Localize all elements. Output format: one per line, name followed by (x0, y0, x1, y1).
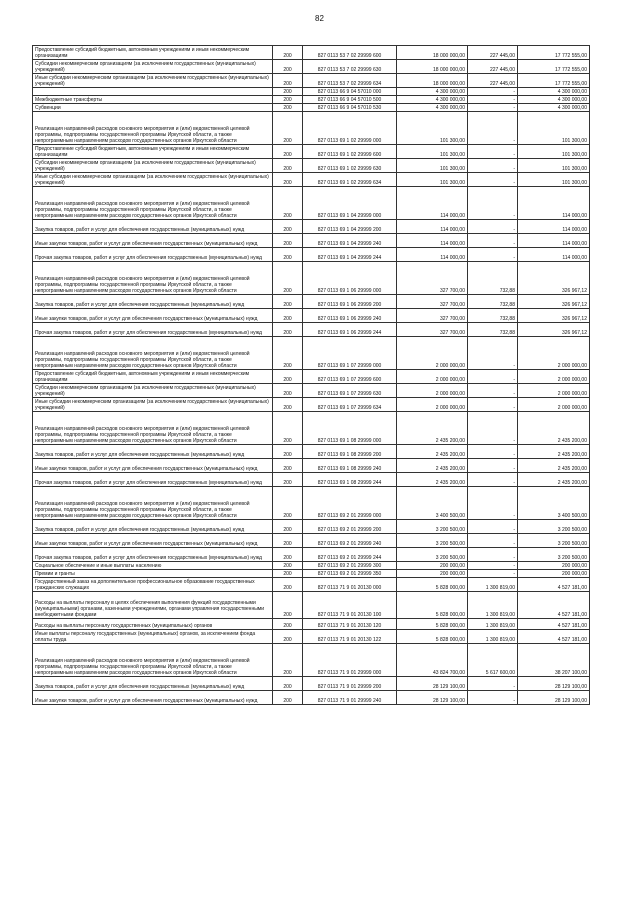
budget-classification-code-cell: 827 0113 53 7 02 29999 600 (303, 46, 397, 60)
line-code-cell: 200 (273, 592, 303, 619)
budget-classification-code-cell: 827 0113 69 2 01 29999 200 (303, 520, 397, 534)
line-code-cell: 200 (273, 248, 303, 262)
budget-classification-code-cell: 827 0113 69 2 01 29999 350 (303, 570, 397, 578)
line-code-cell: 200 (273, 487, 303, 520)
executed-amount-cell: - (468, 487, 518, 520)
table-row (33, 46, 590, 60)
table-row (33, 473, 590, 487)
budget-classification-code-cell: 827 0113 69 1 08 29999 200 (303, 445, 397, 459)
expense-name-cell: Прочая закупка товаров, работ и услуг для обеспечения государственных (муниципальных) нужд (33, 548, 273, 562)
approved-amount-cell: 114 000,00 (397, 187, 468, 220)
remaining-amount-cell: 2 435 200,00 (518, 445, 590, 459)
budget-classification-code-cell: 827 0113 71 9 01 29999 000 (303, 644, 397, 677)
line-code-cell: 200 (273, 159, 303, 173)
executed-amount-cell: - (468, 384, 518, 398)
table-row (33, 570, 590, 578)
line-code-cell: 200 (273, 548, 303, 562)
table-row (33, 520, 590, 534)
approved-amount-cell: 2 435 200,00 (397, 412, 468, 445)
table-body (33, 46, 590, 705)
executed-amount-cell: - (468, 691, 518, 705)
budget-classification-code-cell: 827 0113 69 1 08 29999 240 (303, 459, 397, 473)
remaining-amount-cell: 17 772 555,00 (518, 74, 590, 88)
remaining-amount-cell: 101 300,00 (518, 112, 590, 145)
approved-amount-cell: 5 828 000,00 (397, 619, 468, 630)
expense-name-cell: Закупка товаров, работ и услуг для обеспечения государственных (муниципальных) нужд (33, 445, 273, 459)
remaining-amount-cell: 114 000,00 (518, 187, 590, 220)
table-row (33, 445, 590, 459)
line-code-cell: 200 (273, 96, 303, 104)
expense-name-cell: Иные закупки товаров, работ и услуг для обеспечения государственных (муниципальных) нужд (33, 309, 273, 323)
executed-amount-cell: 5 617 600,00 (468, 644, 518, 677)
budget-classification-code-cell: 827 0113 71 9 01 20130 120 (303, 619, 397, 630)
line-code-cell: 200 (273, 46, 303, 60)
executed-amount-cell: 732,88 (468, 262, 518, 295)
approved-amount-cell: 3 200 500,00 (397, 534, 468, 548)
executed-amount-cell: - (468, 520, 518, 534)
expense-name-cell: Реализация направлений расходов основного мероприятия и (или) ведомственной целевой программы, подпрограммы государственной программы Иркутской области, а также непрограммным направлениям расходов государственных органов Иркутской области (33, 412, 273, 445)
remaining-amount-cell: 2 000 000,00 (518, 370, 590, 384)
budget-classification-code-cell: 827 0113 53 7 02 29999 630 (303, 60, 397, 74)
executed-amount-cell: 227 445,00 (468, 46, 518, 60)
approved-amount-cell: 114 000,00 (397, 234, 468, 248)
line-code-cell: 200 (273, 459, 303, 473)
line-code-cell: 200 (273, 534, 303, 548)
executed-amount-cell: - (468, 248, 518, 262)
approved-amount-cell: 18 000 000,00 (397, 60, 468, 74)
line-code-cell: 200 (273, 630, 303, 644)
budget-classification-code-cell: 827 0113 69 1 08 29999 244 (303, 473, 397, 487)
remaining-amount-cell: 326 967,12 (518, 295, 590, 309)
budget-classification-code-cell: 827 0113 69 1 07 29999 630 (303, 384, 397, 398)
executed-amount-cell: - (468, 473, 518, 487)
expense-name-cell: Иные закупки товаров, работ и услуг для обеспечения государственных (муниципальных) нужд (33, 534, 273, 548)
expense-name-cell: Иные закупки товаров, работ и услуг для обеспечения государственных (муниципальных) нужд (33, 691, 273, 705)
expense-name-cell: Субсидии некоммерческим организациям (за исключением государственных (муниципальных) учреждений) (33, 384, 273, 398)
table-row (33, 88, 590, 96)
remaining-amount-cell: 326 967,12 (518, 309, 590, 323)
table-row (33, 677, 590, 691)
table-row (33, 96, 590, 104)
remaining-amount-cell: 3 200 500,00 (518, 534, 590, 548)
expense-name-cell: Реализация направлений расходов основного мероприятия и (или) ведомственной целевой программы, подпрограммы государственной программы Иркутской области, а также непрограммным направлениям расходов государственных органов Иркутской области (33, 262, 273, 295)
approved-amount-cell: 101 300,00 (397, 112, 468, 145)
executed-amount-cell: 732,88 (468, 323, 518, 337)
line-code-cell: 200 (273, 74, 303, 88)
remaining-amount-cell: 2 000 000,00 (518, 337, 590, 370)
expense-name-cell: Иные закупки товаров, работ и услуг для обеспечения государственных (муниципальных) нужд (33, 234, 273, 248)
expense-name-cell: Закупка товаров, работ и услуг для обеспечения государственных (муниципальных) нужд (33, 520, 273, 534)
budget-classification-code-cell: 827 0113 69 1 06 29999 000 (303, 262, 397, 295)
remaining-amount-cell: 2 000 000,00 (518, 398, 590, 412)
expense-name-cell: Предоставление субсидий бюджетным, автономным учреждениям и иным некоммерческим организациям (33, 145, 273, 159)
budget-classification-code-cell: 827 0113 69 1 08 29999 000 (303, 412, 397, 445)
expense-name-cell: Иные выплаты персоналу государственных (муниципальных) органов, за исключением фонда оплаты труда (33, 630, 273, 644)
expense-name-cell (33, 88, 273, 96)
remaining-amount-cell: 3 200 500,00 (518, 520, 590, 534)
approved-amount-cell: 2 000 000,00 (397, 370, 468, 384)
expense-name-cell: Государственный заказ на дополнительное профессиональное образование государственных гражданских служащих (33, 578, 273, 592)
expense-name-cell: Реализация направлений расходов основного мероприятия и (или) ведомственной целевой программы, подпрограммы государственной программы Иркутской области, а также непрограммным направлениям расходов государственных органов Иркутской области (33, 112, 273, 145)
approved-amount-cell: 327 700,00 (397, 262, 468, 295)
line-code-cell: 200 (273, 173, 303, 187)
approved-amount-cell: 5 828 000,00 (397, 578, 468, 592)
budget-classification-code-cell: 827 0113 69 1 06 29999 200 (303, 295, 397, 309)
executed-amount-cell: 732,88 (468, 309, 518, 323)
table-row (33, 412, 590, 445)
line-code-cell: 200 (273, 112, 303, 145)
approved-amount-cell: 3 200 500,00 (397, 520, 468, 534)
approved-amount-cell: 43 824 700,00 (397, 644, 468, 677)
budget-classification-code-cell: 827 0113 69 1 04 29999 244 (303, 248, 397, 262)
remaining-amount-cell: 326 967,12 (518, 323, 590, 337)
expense-name-cell: Реализация направлений расходов основного мероприятия и (или) ведомственной целевой программы, подпрограммы государственной программы Иркутской области, а также непрограммным направлениям расходов государственных органов Иркутской области (33, 187, 273, 220)
table-row (33, 337, 590, 370)
line-code-cell: 200 (273, 619, 303, 630)
line-code-cell: 200 (273, 398, 303, 412)
executed-amount-cell: - (468, 459, 518, 473)
executed-amount-cell: - (468, 398, 518, 412)
executed-amount-cell: - (468, 337, 518, 370)
line-code-cell: 200 (273, 384, 303, 398)
table-row (33, 384, 590, 398)
budget-classification-code-cell: 827 0113 69 1 07 29999 600 (303, 370, 397, 384)
executed-amount-cell: - (468, 534, 518, 548)
remaining-amount-cell: 4 300 000,00 (518, 88, 590, 96)
budget-classification-code-cell: 827 0113 71 9 01 20130 000 (303, 578, 397, 592)
line-code-cell: 200 (273, 445, 303, 459)
table-row (33, 104, 590, 112)
remaining-amount-cell: 2 000 000,00 (518, 384, 590, 398)
expense-name-cell: Предоставление субсидий бюджетным, автономным учреждениям и иным некоммерческим организациям (33, 46, 273, 60)
expense-name-cell: Социальное обеспечение и иные выплаты населению (33, 562, 273, 570)
approved-amount-cell: 2 435 200,00 (397, 459, 468, 473)
table-row (33, 173, 590, 187)
remaining-amount-cell: 28 129 100,00 (518, 691, 590, 705)
remaining-amount-cell: 101 300,00 (518, 173, 590, 187)
remaining-amount-cell: 3 400 500,00 (518, 487, 590, 520)
table-row (33, 644, 590, 677)
budget-classification-code-cell: 827 0113 69 1 06 29999 244 (303, 323, 397, 337)
remaining-amount-cell: 4 527 181,00 (518, 630, 590, 644)
approved-amount-cell: 2 435 200,00 (397, 445, 468, 459)
approved-amount-cell: 4 300 000,00 (397, 88, 468, 96)
expense-name-cell: Реализация направлений расходов основного мероприятия и (или) ведомственной целевой программы, подпрограммы государственной программы Иркутской области, а также непрограммным направлениям расходов государственных органов Иркутской области (33, 644, 273, 677)
remaining-amount-cell: 3 200 500,00 (518, 548, 590, 562)
executed-amount-cell: - (468, 88, 518, 96)
executed-amount-cell: - (468, 445, 518, 459)
approved-amount-cell: 200 000,00 (397, 570, 468, 578)
table-row (33, 370, 590, 384)
remaining-amount-cell: 2 435 200,00 (518, 412, 590, 445)
approved-amount-cell: 18 000 000,00 (397, 46, 468, 60)
approved-amount-cell: 3 400 500,00 (397, 487, 468, 520)
executed-amount-cell: 1 300 819,00 (468, 619, 518, 630)
executed-amount-cell: - (468, 220, 518, 234)
line-code-cell: 200 (273, 337, 303, 370)
expense-name-cell: Межбюджетные трансферты (33, 96, 273, 104)
table-row (33, 60, 590, 74)
table-row (33, 112, 590, 145)
table-row (33, 534, 590, 548)
expense-name-cell: Иные субсидии некоммерческим организациям (за исключением государственных (муниципальных) учреждений) (33, 398, 273, 412)
table-row (33, 187, 590, 220)
line-code-cell: 200 (273, 145, 303, 159)
expense-name-cell: Предоставление субсидий бюджетным, автономным учреждениям и иным некоммерческим организациям (33, 370, 273, 384)
approved-amount-cell: 2 000 000,00 (397, 398, 468, 412)
remaining-amount-cell: 4 527 181,00 (518, 619, 590, 630)
line-code-cell: 200 (273, 562, 303, 570)
line-code-cell: 200 (273, 295, 303, 309)
remaining-amount-cell: 114 000,00 (518, 234, 590, 248)
approved-amount-cell: 101 300,00 (397, 173, 468, 187)
remaining-amount-cell: 38 207 100,00 (518, 644, 590, 677)
remaining-amount-cell: 28 129 100,00 (518, 677, 590, 691)
executed-amount-cell: - (468, 562, 518, 570)
table-row (33, 309, 590, 323)
executed-amount-cell: - (468, 570, 518, 578)
table-row (33, 234, 590, 248)
remaining-amount-cell: 17 772 555,00 (518, 46, 590, 60)
line-code-cell: 200 (273, 234, 303, 248)
expense-name-cell: Субсидии некоммерческим организациям (за исключением государственных (муниципальных) учреждений) (33, 60, 273, 74)
expense-name-cell: Реализация направлений расходов основного мероприятия и (или) ведомственной целевой программы, подпрограммы государственной программы Иркутской области, а также непрограммным направлениям расходов государственных органов Иркутской области (33, 337, 273, 370)
budget-classification-code-cell: 827 0113 71 9 01 20130 100 (303, 592, 397, 619)
budget-classification-code-cell: 827 0113 71 9 01 29999 240 (303, 691, 397, 705)
executed-amount-cell: - (468, 548, 518, 562)
approved-amount-cell: 28 129 100,00 (397, 677, 468, 691)
remaining-amount-cell: 4 527 181,00 (518, 578, 590, 592)
approved-amount-cell: 2 435 200,00 (397, 473, 468, 487)
executed-amount-cell: - (468, 96, 518, 104)
approved-amount-cell: 327 700,00 (397, 295, 468, 309)
table-row (33, 487, 590, 520)
table-row (33, 578, 590, 592)
expense-name-cell: Субсидии некоммерческим организациям (за исключением государственных (муниципальных) учреждений) (33, 159, 273, 173)
remaining-amount-cell: 2 435 200,00 (518, 473, 590, 487)
expense-name-cell: Субвенции (33, 104, 273, 112)
remaining-amount-cell: 4 527 181,00 (518, 592, 590, 619)
budget-classification-code-cell: 827 0113 69 2 01 29999 244 (303, 548, 397, 562)
line-code-cell: 200 (273, 220, 303, 234)
approved-amount-cell: 327 700,00 (397, 309, 468, 323)
line-code-cell: 200 (273, 644, 303, 677)
remaining-amount-cell: 200 000,00 (518, 570, 590, 578)
budget-classification-code-cell: 827 0113 53 7 02 29999 634 (303, 74, 397, 88)
table-row (33, 459, 590, 473)
remaining-amount-cell: 4 300 000,00 (518, 104, 590, 112)
line-code-cell: 200 (273, 104, 303, 112)
line-code-cell: 200 (273, 412, 303, 445)
budget-classification-code-cell: 827 0113 66 9 04 57010 500 (303, 96, 397, 104)
budget-classification-code-cell: 827 0113 69 1 02 29999 000 (303, 112, 397, 145)
executed-amount-cell: 227 445,00 (468, 60, 518, 74)
budget-classification-code-cell: 827 0113 69 1 02 29999 600 (303, 145, 397, 159)
approved-amount-cell: 5 828 000,00 (397, 592, 468, 619)
budget-classification-code-cell: 827 0113 69 1 04 29999 240 (303, 234, 397, 248)
expense-name-cell: Закупка товаров, работ и услуг для обеспечения государственных (муниципальных) нужд (33, 220, 273, 234)
executed-amount-cell: - (468, 412, 518, 445)
table-row (33, 220, 590, 234)
executed-amount-cell: - (468, 104, 518, 112)
remaining-amount-cell: 4 300 000,00 (518, 96, 590, 104)
approved-amount-cell: 101 300,00 (397, 159, 468, 173)
page-number: 82 (315, 14, 324, 23)
line-code-cell: 200 (273, 677, 303, 691)
table-row (33, 398, 590, 412)
budget-execution-table (32, 45, 590, 705)
table-row (33, 630, 590, 644)
expense-name-cell: Прочая закупка товаров, работ и услуг для обеспечения государственных (муниципальных) нужд (33, 323, 273, 337)
executed-amount-cell: 732,88 (468, 295, 518, 309)
executed-amount-cell: - (468, 173, 518, 187)
remaining-amount-cell: 326 967,12 (518, 262, 590, 295)
line-code-cell: 200 (273, 691, 303, 705)
budget-classification-code-cell: 827 0113 69 1 06 29999 240 (303, 309, 397, 323)
line-code-cell: 200 (273, 570, 303, 578)
remaining-amount-cell: 17 772 555,00 (518, 60, 590, 74)
expense-name-cell: Закупка товаров, работ и услуг для обеспечения государственных (муниципальных) нужд (33, 295, 273, 309)
executed-amount-cell: - (468, 677, 518, 691)
remaining-amount-cell: 114 000,00 (518, 248, 590, 262)
expense-name-cell: Премии и гранты (33, 570, 273, 578)
approved-amount-cell: 2 000 000,00 (397, 337, 468, 370)
line-code-cell: 200 (273, 578, 303, 592)
budget-classification-code-cell: 827 0113 69 1 04 29999 200 (303, 220, 397, 234)
executed-amount-cell: - (468, 370, 518, 384)
table-row (33, 562, 590, 570)
expense-name-cell: Иные субсидии некоммерческим организациям (за исключением государственных (муниципальных) учреждений) (33, 74, 273, 88)
table-row (33, 248, 590, 262)
budget-classification-code-cell: 827 0113 69 2 01 29999 300 (303, 562, 397, 570)
line-code-cell: 200 (273, 520, 303, 534)
executed-amount-cell: - (468, 187, 518, 220)
approved-amount-cell: 28 129 100,00 (397, 691, 468, 705)
executed-amount-cell: - (468, 159, 518, 173)
line-code-cell: 200 (273, 309, 303, 323)
approved-amount-cell: 101 300,00 (397, 145, 468, 159)
approved-amount-cell: 114 000,00 (397, 220, 468, 234)
executed-amount-cell: 1 300 819,00 (468, 630, 518, 644)
table-row (33, 619, 590, 630)
table-row (33, 159, 590, 173)
table-row (33, 323, 590, 337)
executed-amount-cell: 1 300 819,00 (468, 592, 518, 619)
budget-classification-code-cell: 827 0113 66 9 04 57010 530 (303, 104, 397, 112)
remaining-amount-cell: 2 435 200,00 (518, 459, 590, 473)
budget-classification-code-cell: 827 0113 71 9 01 20130 122 (303, 630, 397, 644)
approved-amount-cell: 2 000 000,00 (397, 384, 468, 398)
budget-classification-code-cell: 827 0113 69 1 02 29999 634 (303, 173, 397, 187)
line-code-cell: 200 (273, 323, 303, 337)
line-code-cell: 200 (273, 60, 303, 74)
line-code-cell: 200 (273, 262, 303, 295)
expense-name-cell: Расходы на выплаты персоналу государственных (муниципальных) органов (33, 619, 273, 630)
budget-classification-code-cell: 827 0113 69 1 04 29999 000 (303, 187, 397, 220)
budget-classification-code-cell: 827 0113 69 1 07 29999 634 (303, 398, 397, 412)
remaining-amount-cell: 101 300,00 (518, 159, 590, 173)
budget-classification-code-cell: 827 0113 69 2 01 29999 000 (303, 487, 397, 520)
approved-amount-cell: 4 300 000,00 (397, 104, 468, 112)
expense-name-cell: Закупка товаров, работ и услуг для обеспечения государственных (муниципальных) нужд (33, 677, 273, 691)
remaining-amount-cell: 101 300,00 (518, 145, 590, 159)
expense-name-cell: Прочая закупка товаров, работ и услуг для обеспечения государственных (муниципальных) нужд (33, 473, 273, 487)
budget-classification-code-cell: 827 0113 71 9 01 29999 200 (303, 677, 397, 691)
expense-name-cell: Иные закупки товаров, работ и услуг для обеспечения государственных (муниципальных) нужд (33, 459, 273, 473)
executed-amount-cell: - (468, 234, 518, 248)
budget-classification-code-cell: 827 0113 69 2 01 29999 240 (303, 534, 397, 548)
table-row (33, 262, 590, 295)
executed-amount-cell: - (468, 112, 518, 145)
expense-name-cell: Иные субсидии некоммерческим организациям (за исключением государственных (муниципальных) учреждений) (33, 173, 273, 187)
table-row (33, 548, 590, 562)
approved-amount-cell: 18 000 000,00 (397, 74, 468, 88)
line-code-cell: 200 (273, 370, 303, 384)
line-code-cell: 200 (273, 473, 303, 487)
expense-name-cell: Прочая закупка товаров, работ и услуг для обеспечения государственных (муниципальных) нужд (33, 248, 273, 262)
expense-name-cell: Реализация направлений расходов основного мероприятия и (или) ведомственной целевой программы, подпрограммы государственной программы Иркутской области, а также непрограммным направлениям расходов государственных органов Иркутской области (33, 487, 273, 520)
executed-amount-cell: 1 300 819,00 (468, 578, 518, 592)
table-row (33, 295, 590, 309)
approved-amount-cell: 3 200 500,00 (397, 548, 468, 562)
line-code-cell: 200 (273, 187, 303, 220)
table-row (33, 145, 590, 159)
approved-amount-cell: 327 700,00 (397, 323, 468, 337)
budget-classification-code-cell: 827 0113 66 9 04 57010 000 (303, 88, 397, 96)
approved-amount-cell: 114 000,00 (397, 248, 468, 262)
budget-classification-code-cell: 827 0113 69 1 02 29999 630 (303, 159, 397, 173)
table-row (33, 74, 590, 88)
executed-amount-cell: 227 445,00 (468, 74, 518, 88)
executed-amount-cell: - (468, 145, 518, 159)
table-row (33, 691, 590, 705)
remaining-amount-cell: 200 000,00 (518, 562, 590, 570)
remaining-amount-cell: 114 000,00 (518, 220, 590, 234)
line-code-cell: 200 (273, 88, 303, 96)
approved-amount-cell: 4 300 000,00 (397, 96, 468, 104)
approved-amount-cell: 200 000,00 (397, 562, 468, 570)
expense-name-cell: Расходы на выплаты персоналу в целях обеспечения выполнения функций государственными (муниципальными) органами, казенными учреждениями, органами управления государственными внебюджетными фондами (33, 592, 273, 619)
approved-amount-cell: 5 828 000,00 (397, 630, 468, 644)
table-row (33, 592, 590, 619)
budget-classification-code-cell: 827 0113 69 1 07 29999 000 (303, 337, 397, 370)
